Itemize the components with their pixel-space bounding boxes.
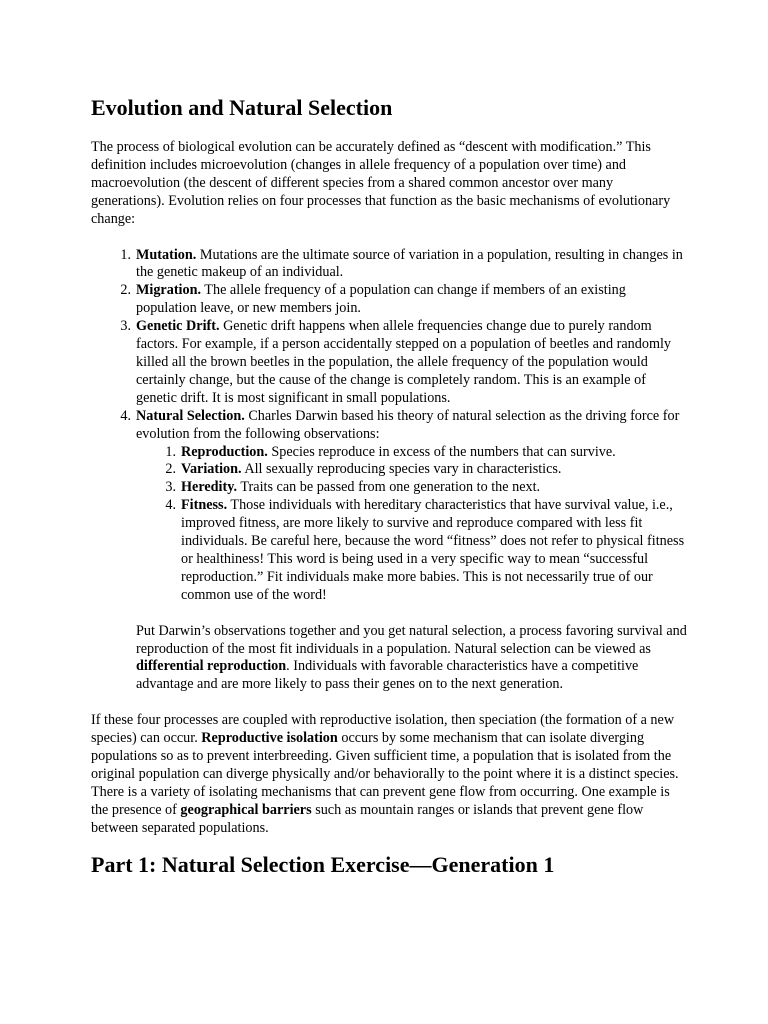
list-item bbox=[91, 408, 687, 605]
list-item bbox=[91, 318, 687, 408]
list-text: The allele frequency of a population can change if members of an existing population leave, or new members join. bbox=[136, 282, 626, 317]
part-heading: Part 1: Natural Selection Exercise—Generation 1 bbox=[91, 851, 555, 877]
list-term: Genetic Drift. bbox=[136, 318, 220, 335]
list-item bbox=[91, 247, 687, 283]
list-text: Those individuals with hereditary characteristics that have survival value, i.e., improved fitness, are more likely to survive and reproduce compared with less fit individuals. Be careful here, because the word “fitness” does not refer to physical fitness or healthiness! This word is being used in a very specific way to mean “successful reproduction.” Fit individuals make more babies. This is not necessarily true of our common use of the word! bbox=[181, 497, 685, 603]
darwin-paragraph bbox=[136, 623, 687, 695]
list-text: Species reproduce in excess of the numbers that can survive. bbox=[267, 443, 616, 460]
speciation-text-3: such as mountain ranges or islands that prevent gene flow between separated populations. bbox=[91, 801, 644, 836]
list-number: 1. bbox=[120, 246, 131, 263]
list-term: Fitness. bbox=[181, 497, 228, 514]
sub-list-item bbox=[136, 444, 687, 462]
list-term: Mutation. bbox=[136, 246, 197, 263]
speciation-bold-1: Reproductive isolation bbox=[201, 730, 338, 747]
list-text: Charles Darwin based his theory of natural selection as the driving force for evolution from the following observations: bbox=[136, 407, 680, 442]
document-body bbox=[91, 95, 687, 878]
list-number: 4. bbox=[120, 407, 131, 424]
darwin-text-before: Put Darwin’s observations together and you get natural selection, a process favoring survival and reproduction of the most fit individuals in a population. Natural selection can be viewed as bbox=[136, 622, 687, 657]
sub-list-item bbox=[136, 479, 687, 497]
list-item bbox=[91, 282, 687, 318]
list-number: 2. bbox=[120, 282, 131, 299]
list-term: Reproduction. bbox=[181, 443, 268, 460]
speciation-paragraph bbox=[91, 712, 687, 837]
mechanisms-list bbox=[91, 247, 687, 605]
list-term: Variation. bbox=[181, 461, 242, 478]
list-number: 1. bbox=[165, 443, 176, 460]
list-number: 3. bbox=[165, 479, 176, 496]
speciation-text-2: occurs by some mechanism that can isolate diverging populations so as to prevent interbreeding. Given sufficient time, a population that is isolated from the original population can diverge physically and/or behaviorally to the point where it is a distinct species. There is a variety of isolating mechanisms that can prevent gene flow from occurring. One example is the presence of bbox=[91, 730, 679, 818]
list-text: Mutations are the ultimate source of variation in a population, resulting in changes in the genetic makeup of an individual. bbox=[136, 246, 683, 281]
intro-paragraph: The process of biological evolution can be accurately defined as “descent with modification.” This definition includes microevolution (changes in allele frequency of a population over time) and macroevolution (the descent of different species from a shared common ancestor over many generations). Evolution relies on four processes that function as the basic mechanisms of evolutionary change: bbox=[91, 139, 671, 227]
list-term: Migration. bbox=[136, 282, 202, 299]
sub-list-item bbox=[136, 461, 687, 479]
darwin-text-after: . Individuals with favorable characteristics have a competitive advantage and are more likely to pass their genes on to the next generation. bbox=[136, 658, 639, 693]
observations-list bbox=[136, 444, 687, 605]
list-number: 3. bbox=[120, 318, 131, 335]
page-title: Evolution and Natural Selection bbox=[91, 95, 393, 120]
list-term: Natural Selection. bbox=[136, 407, 245, 424]
sub-list-item bbox=[136, 497, 687, 604]
speciation-text-1: If these four processes are coupled with reproductive isolation, then speciation (the formation of a new species) can occur. bbox=[91, 712, 675, 747]
list-term: Heredity. bbox=[181, 479, 238, 496]
list-text: Traits can be passed from one generation to the next. bbox=[237, 479, 541, 496]
list-number: 4. bbox=[165, 497, 176, 514]
list-number: 2. bbox=[165, 461, 176, 478]
list-text: All sexually reproducing species vary in characteristics. bbox=[241, 461, 562, 478]
darwin-bold-term: differential reproduction bbox=[136, 658, 287, 675]
speciation-bold-2: geographical barriers bbox=[180, 801, 312, 818]
list-text: Genetic drift happens when allele frequencies change due to purely random factors. For example, if a person accidentally stepped on a population of beetles and randomly killed all the brown beetles in the population, the allele frequency of the population would certainly change, but the cause of the change is completely random. This is an example of genetic drift. It is most significant in small populations. bbox=[136, 318, 672, 406]
